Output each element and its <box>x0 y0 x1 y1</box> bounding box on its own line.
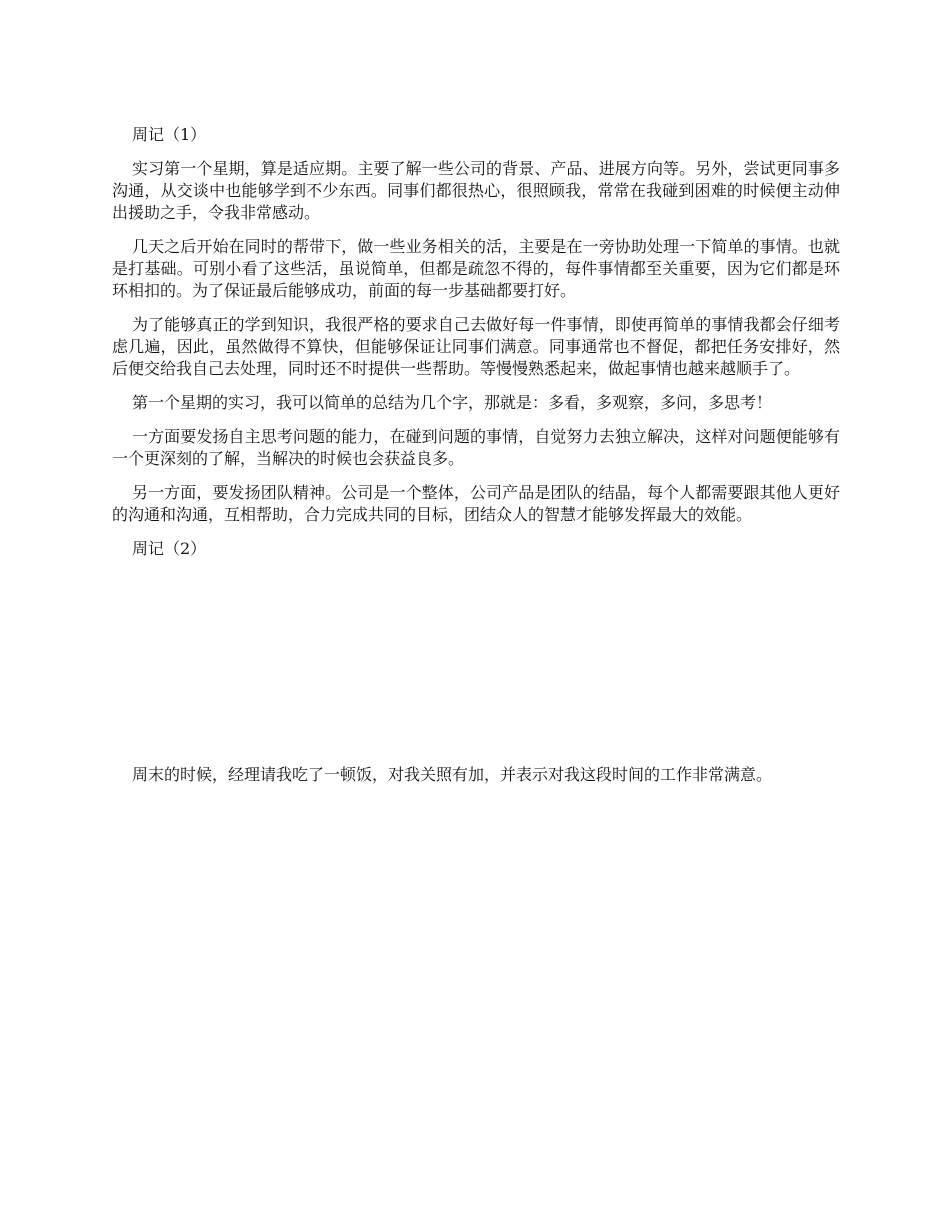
week1-paragraph: 为了能够真正的学到知识，我很严格的要求自己去做好每一件事情，即使再简单的事情我都会仔细考虑几遍，因此，虽然做得不算快，但能够保证让同事们满意。同事通常也不督促，都把任务安排好，然后便交给我自己去处理，同时还不时提供一些帮助。等慢慢熟悉起来，做起事情也越来越顺手了。 <box>112 315 840 378</box>
week1-paragraph: 第一个星期的实习，我可以简单的总结为几个字，那就是：多看，多观察，多问，多思考！ <box>132 393 773 412</box>
week1-paragraph: 一方面要发扬自主思考问题的能力，在碰到问题的事情，自觉努力去独立解决，这样对问题便能够有一个更深刻的了解，当解决的时候也会获益良多。 <box>112 427 840 468</box>
week1-paragraph: 另一方面，要发扬团队精神。公司是一个整体，公司产品是团队的结晶，每个人都需要跟其他人更好的沟通和沟通，互相帮助，合力完成共同的目标，团结众人的智慧才能够发挥最大的效能。 <box>112 483 840 524</box>
blank-space <box>112 572 840 764</box>
week2-heading: 周记（2） <box>132 539 207 558</box>
week1-heading: 周记（1） <box>132 125 207 144</box>
document-page <box>112 124 840 798</box>
week1-paragraph: 几天之后开始在同时的帮带下，做一些业务相关的活，主要是在一旁协助处理一下简单的事情。也就是打基础。可别小看了这些活，虽说简单，但都是疏忽不得的，每件事情都至关重要，因为它们都是环环相扣的。为了保证最后能够成功，前面的每一步基础都要打好。 <box>112 237 840 300</box>
week1-paragraph: 实习第一个星期，算是适应期。主要了解一些公司的背景、产品、进展方向等。另外，尝试更同事多沟通，从交谈中也能够学到不少东西。同事们都很热心，很照顾我，常常在我碰到困难的时候便主动伸出援助之手，令我非常感动。 <box>112 159 840 222</box>
week2-paragraph: 周末的时候，经理请我吃了一顿饭，对我关照有加，并表示对我这段时间的工作非常满意。 <box>132 765 773 784</box>
